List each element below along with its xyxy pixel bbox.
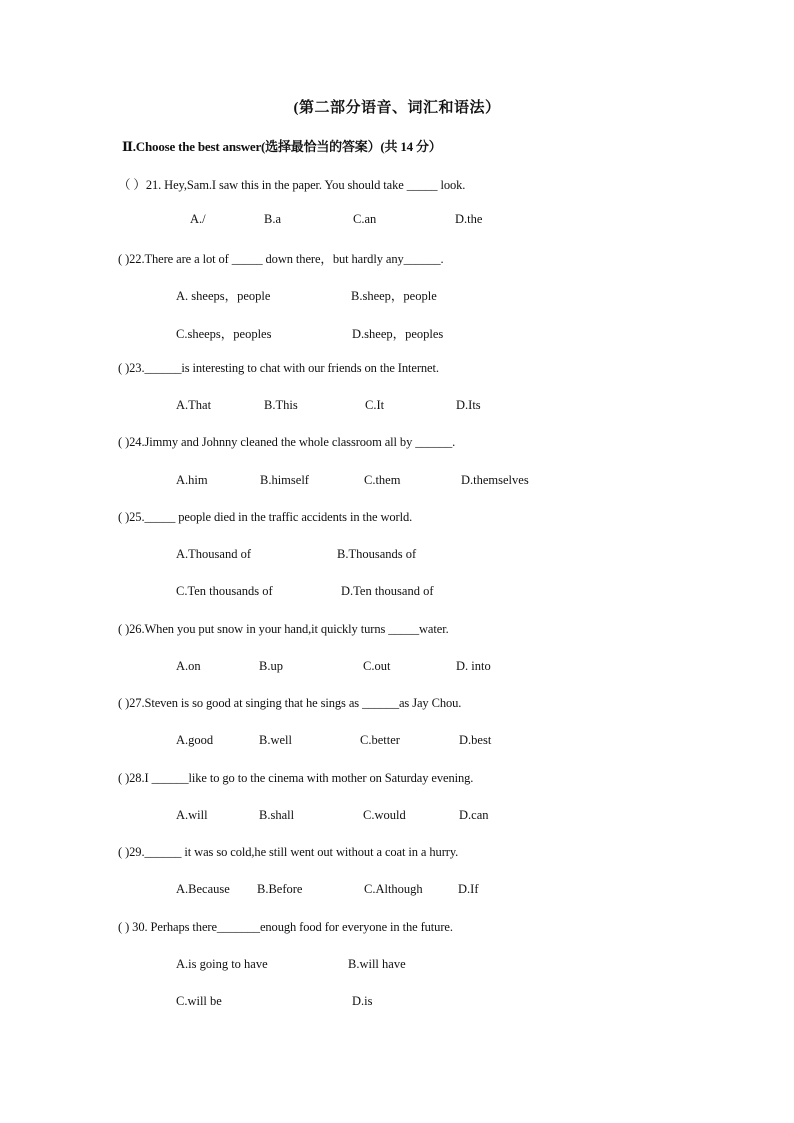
q28-option-b: B.shall (259, 808, 295, 822)
question-28: ( )28.I ______like to go to the cinema with mother on Saturday evening. (118, 771, 474, 785)
question-30: ( ) 30. Perhaps there_______enough food for everyone in the future. (118, 920, 453, 934)
q27-option-c: C.better (360, 733, 400, 747)
q30-option-d: D.is (352, 994, 373, 1008)
question-26: ( )26.When you put snow in your hand,it quickly turns _____water. (118, 622, 449, 636)
q29-option-d: D.If (458, 882, 479, 896)
q21-option-b: B.a (264, 212, 282, 226)
q29-option-c: C.Although (364, 882, 423, 896)
q24-option-c: C.them (364, 473, 401, 487)
q28-option-d: D.can (459, 808, 489, 822)
q23-option-c: C.It (365, 398, 385, 412)
q24-option-a: A.him (176, 473, 208, 487)
q26-option-c: C.out (363, 659, 391, 673)
q27-option-b: B.well (259, 733, 292, 747)
question-27: ( )27.Steven is so good at singing that he sings as ______as Jay Chou. (118, 696, 462, 710)
q23-option-d: D.Its (456, 398, 481, 412)
q26-option-d: D. into (456, 659, 491, 673)
question-21: （ ）21. Hey,Sam.I saw this in the paper. You should take _____ look. (118, 178, 466, 192)
q30-option-a: A.is going to have (176, 957, 268, 971)
q21-option-a: A./ (190, 212, 206, 226)
q26-option-b: B.up (259, 659, 283, 673)
q27-option-d: D.best (459, 733, 492, 747)
q22-option-a: A. sheeps，people (176, 289, 271, 303)
q28-option-a: A.will (176, 808, 208, 822)
q22-option-d: D.sheep，peoples (352, 327, 444, 341)
q30-option-c: C.will be (176, 994, 222, 1008)
q21-option-d: D.the (455, 212, 483, 226)
q25-option-b: B.Thousands of (337, 547, 417, 561)
q22-option-c: C.sheeps，peoples (176, 327, 272, 341)
question-23: ( )23.______is interesting to chat with our friends on the Internet. (118, 361, 439, 375)
q25-option-a: A.Thousand of (176, 547, 251, 561)
q25-option-c: C.Ten thousands of (176, 584, 273, 598)
section-heading: Ⅱ.Choose the best answer(选择最恰当的答案）(共 14 分） (122, 139, 442, 154)
q30-option-b: B.will have (348, 957, 406, 971)
q29-option-b: B.Before (257, 882, 303, 896)
q24-option-d: D.themselves (461, 473, 529, 487)
page-title: (第二部分语音、词汇和语法） (293, 100, 501, 116)
q27-option-a: A.good (176, 733, 214, 747)
q28-option-c: C.would (363, 808, 406, 822)
question-29: ( )29.______ it was so cold,he still went out without a coat in a hurry. (118, 845, 459, 859)
q21-option-c: C.an (353, 212, 377, 226)
q23-option-a: A.That (176, 398, 212, 412)
q23-option-b: B.This (264, 398, 298, 412)
q22-option-b: B.sheep，people (351, 289, 437, 303)
question-25: ( )25._____ people died in the traffic accidents in the world. (118, 510, 413, 524)
q25-option-d: D.Ten thousand of (341, 584, 434, 598)
question-22: ( )22.There are a lot of _____ down there，but hardly any______. (118, 252, 444, 266)
q26-option-a: A.on (176, 659, 201, 673)
question-24: ( )24.Jimmy and Johnny cleaned the whole classroom all by ______. (118, 435, 456, 449)
q29-option-a: A.Because (176, 882, 230, 896)
q24-option-b: B.himself (260, 473, 309, 487)
